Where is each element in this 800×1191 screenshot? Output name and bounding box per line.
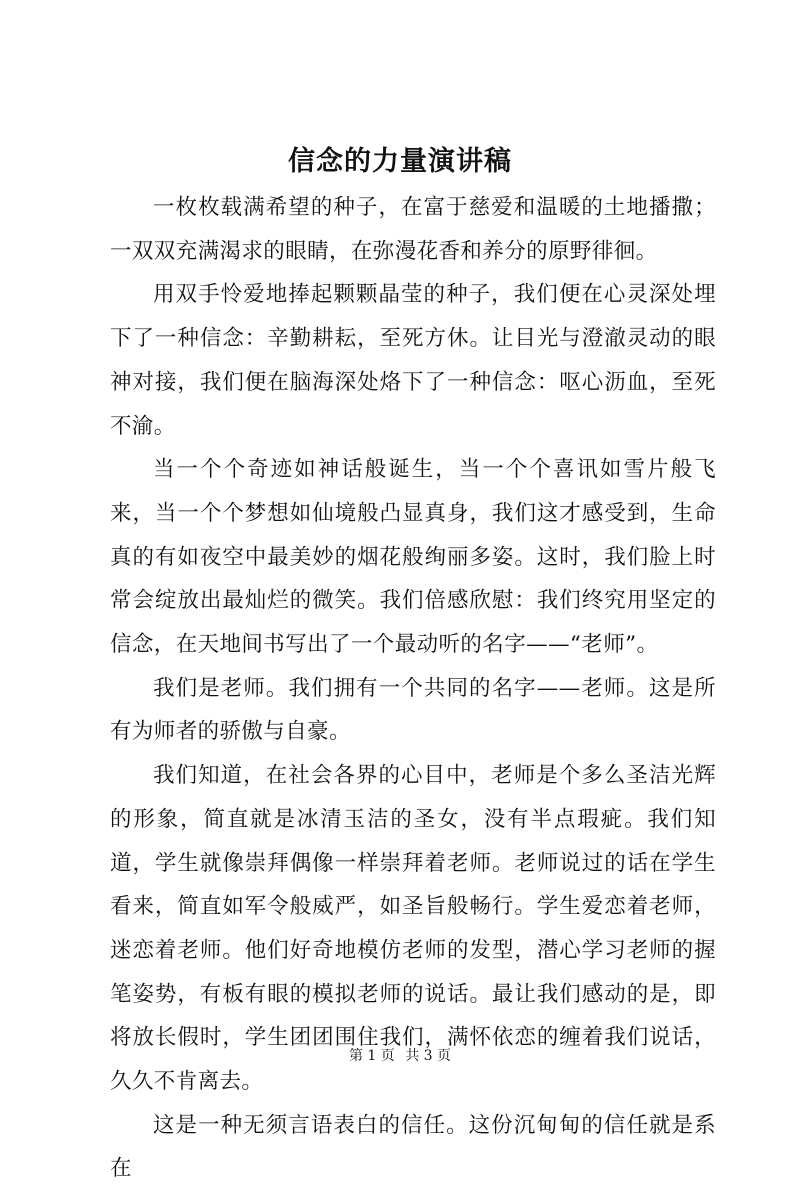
document-body — [110, 186, 716, 1191]
paragraph: 我们是老师。我们拥有一个共同的名字——老师。这是所有为师者的骄傲与自豪。 — [110, 675, 716, 745]
paragraph: 当一个个奇迹如神话般诞生，当一个个喜讯如雪片般飞来，当一个个梦想如仙境般凸显真身，我们这才感受到，生命真的有如夜空中最美妙的烟花般绚丽多姿。这时，我们脸上时常会绽放出最灿烂的微笑。我们倍感欣慰：我们终究用坚定的信念，在天地间书写出了一个最动听的名字——“老师”。 — [110, 457, 716, 658]
document-title: 信念的力量演讲稿 — [288, 146, 512, 177]
paragraph: 这是一种无须言语表白的信任。这份沉甸甸的信任就是系在 — [110, 1112, 716, 1182]
paragraph: 我们知道，在社会各界的心目中，老师是个多么圣洁光辉的形象，简直就是冰清玉洁的圣女，没有半点瑕疵。我们知道，学生就像崇拜偶像一样崇拜着老师。老师说过的话在学生看来，简直如军令般威严，如圣旨般畅行。学生爱恋着老师，迷恋着老师。他们好奇地模仿老师的发型，潜心学习老师的握笔姿势，有板有眼的模拟老师的说话。最让我们感动的是，即将放长假时，学生团团围住我们，满怀依恋的缠着我们说话，久久不肯离去。 — [110, 763, 716, 1095]
page-number: 第 1 页 — [348, 1048, 395, 1064]
page-total: 共 3 页 — [405, 1048, 452, 1064]
paragraph: 用双手怜爱地捧起颗颗晶莹的种子，我们便在心灵深处埋下了一种信念：辛勤耕耘，至死方休。让目光与澄澈灵动的眼神对接，我们便在脑海深处烙下了一种信念：呕心沥血，至死不渝。 — [110, 282, 716, 439]
page-footer — [0, 1046, 800, 1066]
paragraph: 一枚枚载满希望的种子，在富于慈爱和温暖的土地播撒；一双双充满渴求的眼睛，在弥漫花香和养分的原野徘徊。 — [110, 195, 716, 264]
